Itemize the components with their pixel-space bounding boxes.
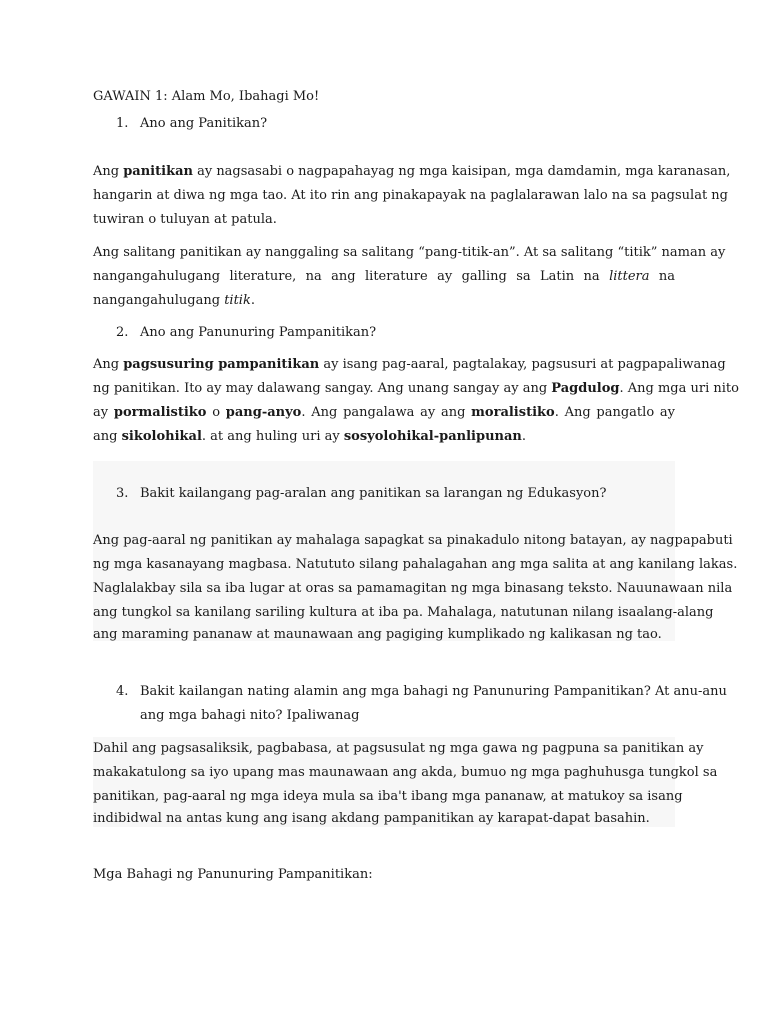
paragraph-3-line-1: Ang pagsusuring pampanitikan ay isang pag-aaral, pagtalakay, pagsusuri at pagpapaliwanag	[93, 357, 726, 372]
paragraph-5-line-2: makakatulong sa iyo upang mas maunawaan ang akda, bumuo ng mga paghuhusga tungkol sa	[93, 765, 718, 780]
paragraph-4-line-2: ng mga kasanayang magbasa. Natututo silang pahalagahan ang mga salita at ang kanilang lakas.	[93, 557, 738, 572]
paragraph-3-line-2: ng panitikan. Ito ay may dalawang sangay. Ang unang sangay ay ang Pagdulog. Ang mga uri nito	[93, 381, 739, 396]
paragraph-2-line-2: nangangahulugang literature, na ang literature ay galling sa Latin na littera na	[93, 269, 675, 284]
section-footer-heading: Mga Bahagi ng Panunuring Pampanitikan:	[93, 867, 373, 882]
question-4-line-2: ang mga bahagi nito? Ipaliwanag	[140, 708, 360, 723]
question-2-text: Ano ang Panunuring Pampanitikan?	[140, 325, 377, 340]
term-panitikan: panitikan	[123, 164, 193, 179]
paragraph-2-line-3: nangangahulugang titik.	[93, 293, 255, 308]
paragraph-4-line-4: ang tungkol sa kanilang sariling kultura at iba pa. Mahalaga, natutunan nilang isaalang-alang	[93, 605, 714, 620]
question-3-text: Bakit kailangang pag-aralan ang panitikan sa larangan ng Edukasyon?	[140, 486, 607, 501]
paragraph-1-line-1: Ang panitikan ay nagsasabi o nagpapahayag ng mga kaisipan, mga damdamin, mga karanasan,	[93, 164, 731, 179]
paragraph-1-line-3: tuwiran o tuluyan at patula.	[93, 212, 277, 227]
question-1-text: Ano ang Panitikan?	[140, 116, 268, 131]
paragraph-5-line-1: Dahil ang pagsasaliksik, pagbabasa, at pagsusulat ng mga gawa ng pagpuna sa panitikan ay	[93, 741, 704, 756]
term-titik: titik	[224, 293, 251, 308]
paragraph-3-line-4: ang sikolohikal. at ang huling uri ay sosyolohikal-panlipunan.	[93, 429, 526, 444]
paragraph-4-line-1: Ang pag-aaral ng panitikan ay mahalaga sapagkat sa pinakadulo nitong batayan, ay nagpapabuti	[93, 533, 733, 548]
question-2-number: 2.	[116, 325, 129, 340]
question-1-number: 1.	[116, 116, 129, 131]
paragraph-1-line-2: hangarin at diwa ng mga tao. At ito rin ang pinakapayak na paglalarawan lalo na sa pagsulat ng	[93, 188, 729, 203]
question-4-number: 4.	[116, 684, 129, 699]
paragraph-5-line-3: panitikan, pag-aaral ng mga ideya mula sa iba't ibang mga pananaw, at matukoy sa isang	[93, 789, 683, 804]
page-heading: GAWAIN 1: Alam Mo, Ibahagi Mo!	[93, 89, 320, 104]
paragraph-4-line-5: ang maraming pananaw at maunawaan ang pagiging kumplikado ng kalikasan ng tao.	[93, 627, 662, 642]
paragraph-5-line-4: indibidwal na antas kung ang isang akdang pampanitikan ay karapat-dapat basahin.	[93, 811, 650, 826]
question-3-number: 3.	[116, 486, 129, 501]
paragraph-4-line-3: Naglalakbay sila sa iba lugar at oras sa pamamagitan ng mga binasang teksto. Nauunawaan nila	[93, 581, 733, 596]
paragraph-3-line-3: ay pormalistiko o pang-anyo. Ang pangalawa ay ang moralistiko. Ang pangatlo ay	[93, 405, 675, 420]
question-4-line-1: Bakit kailangan nating alamin ang mga bahagi ng Panunuring Pampanitikan? At anu-anu	[140, 684, 727, 699]
term-littera: littera	[609, 269, 650, 284]
paragraph-2-line-1: Ang salitang panitikan ay nanggaling sa salitang “pang-titik-an”. At sa salitang “titik” naman ay	[93, 245, 726, 260]
